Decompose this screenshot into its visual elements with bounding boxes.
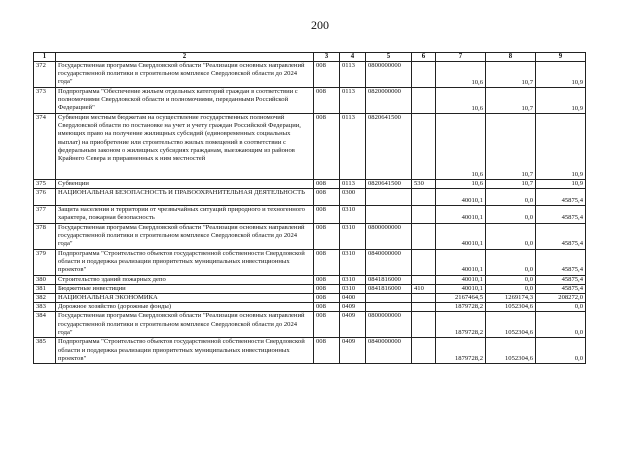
row-index-cell: 374 [34, 114, 56, 180]
column-header: 2 [56, 53, 314, 62]
table-cell [366, 303, 412, 312]
table-cell: 0,0 [486, 249, 536, 275]
table-cell: 0841816000 [366, 275, 412, 284]
table-cell: 45875,4 [536, 249, 586, 275]
table-cell [366, 294, 412, 303]
table-cell [366, 206, 412, 223]
column-header: 7 [436, 53, 486, 62]
table-cell [412, 206, 436, 223]
table-cell: 10,7 [486, 88, 536, 114]
row-name-cell: Защита населения и территории от чрезвычайных ситуаций природного и техногенного характера, пожарная безопасность [56, 206, 314, 223]
table-cell: 0113 [340, 62, 366, 88]
column-header: 3 [314, 53, 340, 62]
table-cell: 208272,0 [536, 294, 586, 303]
table-cell: 10,9 [536, 180, 586, 189]
row-name-cell: Дорожное хозяйство (дорожные фонды) [56, 303, 314, 312]
row-name-cell: Бюджетные инвестиции [56, 284, 314, 293]
table-row [34, 338, 586, 364]
table-cell: 10,6 [436, 62, 486, 88]
table-cell: 008 [314, 284, 340, 293]
table-cell: 0,0 [486, 206, 536, 223]
table-cell: 0409 [340, 303, 366, 312]
table-cell: 0113 [340, 180, 366, 189]
table-cell: 008 [314, 312, 340, 338]
table-cell: 40010,1 [436, 206, 486, 223]
table-cell: 530 [412, 180, 436, 189]
table-cell: 008 [314, 275, 340, 284]
table-cell [412, 114, 436, 180]
table-cell: 40010,1 [436, 284, 486, 293]
column-header: 4 [340, 53, 366, 62]
table-cell: 0800000000 [366, 312, 412, 338]
table-cell: 0,0 [486, 223, 536, 249]
table-cell: 10,7 [486, 62, 536, 88]
table-cell: 1879728,2 [436, 338, 486, 364]
table-cell [412, 189, 436, 206]
table-cell: 10,9 [536, 114, 586, 180]
table-cell: 40010,1 [436, 249, 486, 275]
table-cell: 008 [314, 303, 340, 312]
table-cell: 1052304,6 [486, 312, 536, 338]
table-cell: 0820000000 [366, 88, 412, 114]
row-name-cell: Строительство зданий пожарных депо [56, 275, 314, 284]
table-cell: 0,0 [486, 284, 536, 293]
table-cell: 0800000000 [366, 62, 412, 88]
table-row [34, 303, 586, 312]
row-name-cell: Государственная программа Свердловской области "Реализация основных направлений государственной политики в строительном комплексе Свердловской области до 2024 года" [56, 62, 314, 88]
table-row [34, 312, 586, 338]
table-cell [412, 294, 436, 303]
row-name-cell: НАЦИОНАЛЬНАЯ БЕЗОПАСНОСТЬ И ПРАВООХРАНИТЕЛЬНАЯ ДЕЯТЕЛЬНОСТЬ [56, 189, 314, 206]
table-cell: 0,0 [486, 189, 536, 206]
table-cell: 0840000000 [366, 338, 412, 364]
table-cell: 1052304,6 [486, 303, 536, 312]
column-header: 9 [536, 53, 586, 62]
table-cell: 0310 [340, 249, 366, 275]
table-cell: 0113 [340, 88, 366, 114]
table-cell: 10,9 [536, 62, 586, 88]
table-cell: 0,0 [536, 312, 586, 338]
table-cell: 008 [314, 180, 340, 189]
table-cell: 008 [314, 88, 340, 114]
table-cell: 008 [314, 62, 340, 88]
table-cell: 0841816000 [366, 284, 412, 293]
row-name-cell: НАЦИОНАЛЬНАЯ ЭКОНОМИКА [56, 294, 314, 303]
table-cell [412, 249, 436, 275]
table-row [34, 223, 586, 249]
table-cell: 0840000000 [366, 249, 412, 275]
table-cell: 008 [314, 114, 340, 180]
row-index-cell: 383 [34, 303, 56, 312]
row-index-cell: 376 [34, 189, 56, 206]
table-cell: 10,6 [436, 114, 486, 180]
table-row [34, 249, 586, 275]
table-cell: 0820641500 [366, 114, 412, 180]
table-cell: 008 [314, 223, 340, 249]
table-cell: 45875,4 [536, 275, 586, 284]
table-cell: 0800000000 [366, 223, 412, 249]
table-cell: 10,7 [486, 180, 536, 189]
table-cell: 410 [412, 284, 436, 293]
budget-table [33, 52, 586, 364]
table-cell [412, 88, 436, 114]
table-cell: 1269174,3 [486, 294, 536, 303]
row-index-cell: 373 [34, 88, 56, 114]
row-name-cell: Государственная программа Свердловской области "Реализация основных направлений государственной политики в строительном комплексе Свердловской области до 2024 года" [56, 312, 314, 338]
row-name-cell: Подпрограмма "Строительство объектов государственной собственности Свердловской области и поддержка реализации приоритетных муниципальных инвестиционных проектов" [56, 249, 314, 275]
header-row [34, 53, 586, 62]
table-cell: 0400 [340, 294, 366, 303]
table-cell: 0409 [340, 338, 366, 364]
table-row [34, 284, 586, 293]
table-cell: 0820641500 [366, 180, 412, 189]
table-cell: 10,9 [536, 88, 586, 114]
table-cell: 45875,4 [536, 189, 586, 206]
table-row [34, 206, 586, 223]
table-cell: 008 [314, 189, 340, 206]
table-cell: 0409 [340, 312, 366, 338]
table-cell: 008 [314, 294, 340, 303]
row-name-cell: Субвенции местным бюджетам на осуществление государственных полномочий Свердловской области по постановке на учет и учету граждан Российской Федерации, имеющих право на получение жилищных субсидий (единовременных социальных выплат) на приобретение или строительство жилых помещений в соответствии с федеральным законом о жилищных субсидиях гражданам, выезжающим из районов Крайнего Севера и приравненных к ним местностей [56, 114, 314, 180]
column-header: 1 [34, 53, 56, 62]
table-cell: 40010,1 [436, 223, 486, 249]
table-cell: 008 [314, 338, 340, 364]
table-cell: 008 [314, 249, 340, 275]
table-cell [412, 275, 436, 284]
row-index-cell: 377 [34, 206, 56, 223]
table-cell: 45875,4 [536, 223, 586, 249]
column-header: 8 [486, 53, 536, 62]
table-cell [412, 303, 436, 312]
table-row [34, 62, 586, 88]
page-number: 200 [311, 18, 329, 32]
table-cell: 0310 [340, 223, 366, 249]
table-cell: 0310 [340, 284, 366, 293]
row-name-cell: Субвенции [56, 180, 314, 189]
table-cell: 10,6 [436, 180, 486, 189]
column-header: 6 [412, 53, 436, 62]
table-cell: 0310 [340, 206, 366, 223]
table-cell: 0,0 [486, 275, 536, 284]
table-cell: 10,6 [436, 88, 486, 114]
table-cell [412, 338, 436, 364]
table-cell: 1879728,2 [436, 303, 486, 312]
table-row [34, 88, 586, 114]
table-row [34, 294, 586, 303]
table-cell [412, 312, 436, 338]
row-index-cell: 381 [34, 284, 56, 293]
table-cell: 45875,4 [536, 284, 586, 293]
row-index-cell: 372 [34, 62, 56, 88]
table-cell: 0,0 [536, 303, 586, 312]
table-cell: 0,0 [536, 338, 586, 364]
table-cell [412, 62, 436, 88]
table-cell: 40010,1 [436, 275, 486, 284]
row-index-cell: 384 [34, 312, 56, 338]
table-cell: 008 [314, 206, 340, 223]
row-index-cell: 380 [34, 275, 56, 284]
table-cell: 0113 [340, 114, 366, 180]
table-row [34, 275, 586, 284]
row-index-cell: 375 [34, 180, 56, 189]
table-cell: 1052304,6 [486, 338, 536, 364]
column-header: 5 [366, 53, 412, 62]
row-index-cell: 382 [34, 294, 56, 303]
table-row [34, 114, 586, 180]
table-cell: 0300 [340, 189, 366, 206]
table-cell: 1879728,2 [436, 312, 486, 338]
table-row [34, 180, 586, 189]
row-name-cell: Подпрограмма "Обеспечение жильем отдельных категорий граждан в соответствии с полномочиями Свердловской области и полномочиями, переданными Российской Федерацией" [56, 88, 314, 114]
row-name-cell: Подпрограмма "Строительство объектов государственной собственности Свердловской области и поддержка реализации приоритетных муниципальных инвестиционных проектов" [56, 338, 314, 364]
row-index-cell: 385 [34, 338, 56, 364]
row-index-cell: 379 [34, 249, 56, 275]
table-cell: 10,7 [486, 114, 536, 180]
table-cell: 40010,1 [436, 189, 486, 206]
row-index-cell: 378 [34, 223, 56, 249]
table-cell: 0310 [340, 275, 366, 284]
row-name-cell: Государственная программа Свердловской области "Реализация основных направлений государственной политики в строительном комплексе Свердловской области до 2024 года" [56, 223, 314, 249]
table-cell [412, 223, 436, 249]
table-row [34, 189, 586, 206]
table-cell: 2167464,5 [436, 294, 486, 303]
table-cell [366, 189, 412, 206]
table-cell: 45875,4 [536, 206, 586, 223]
